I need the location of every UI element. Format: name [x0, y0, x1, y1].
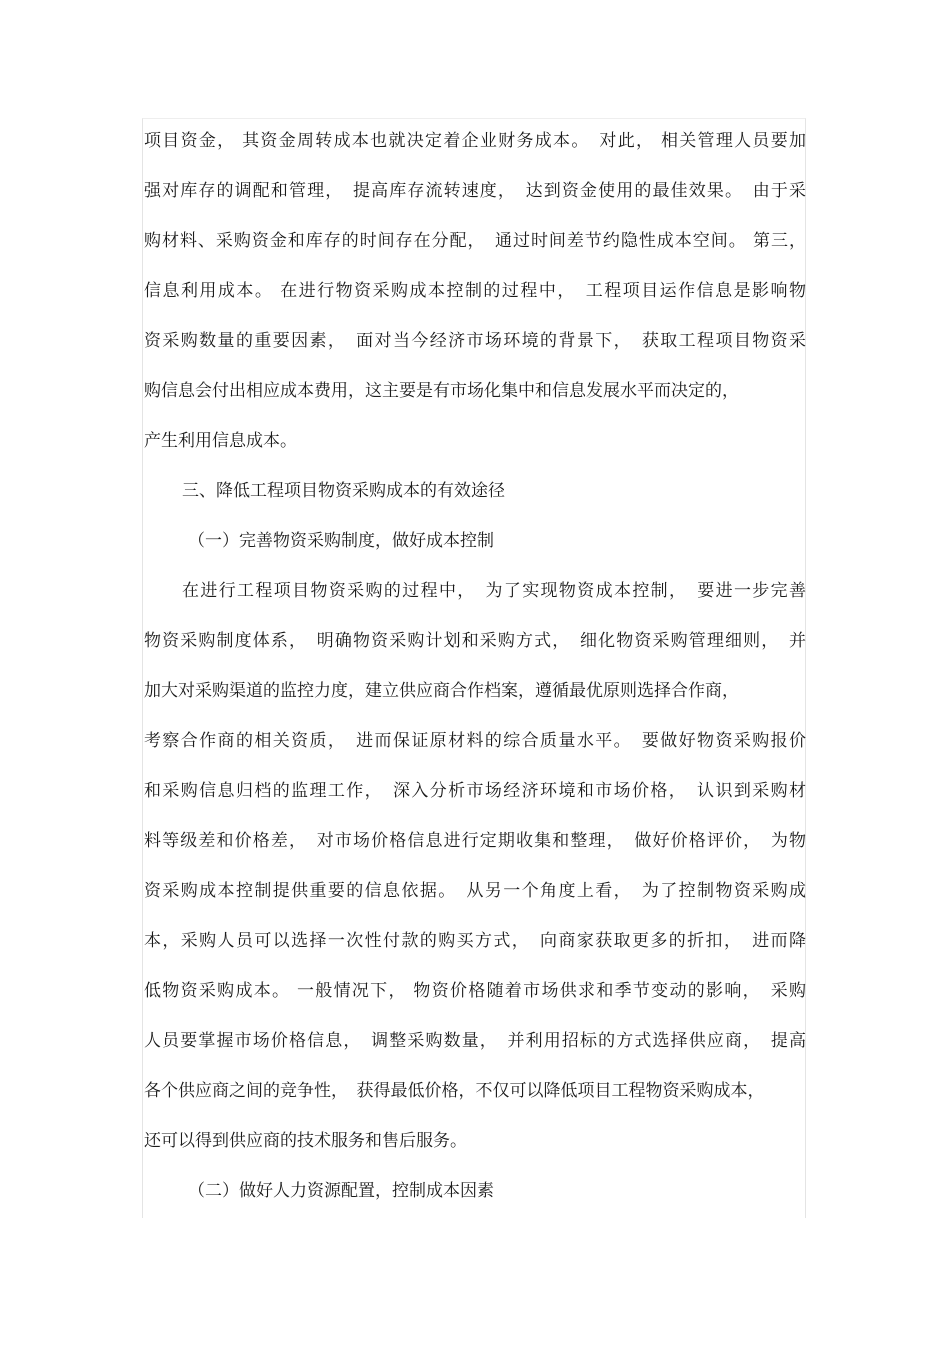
text-line: 购信息会付出相应成本费用，这主要是有市场化集中和信息发展水平而决定的， [144, 381, 739, 401]
text-line: 各个供应商之间的竞争性， 获得最低价格，不仅可以降低项目工程物资采购成本， [144, 1081, 765, 1101]
text-line: 产生利用信息成本。 [144, 431, 297, 451]
text-line: 考察合作商的相关资质， 进而保证原材料的综合质量水平。 要做好物资采购报价 [144, 731, 806, 751]
text-line: 人员要掌握市场价格信息， 调整采购数量， 并利用招标的方式选择供应商， 提高 [144, 1031, 806, 1051]
text-line: 本，采购人员可以选择一次性付款的购买方式， 向商家获取更多的折扣， 进而降 [144, 931, 806, 951]
document-body [144, 116, 806, 1216]
text-line: 资采购数量的重要因素， 面对当今经济市场环境的背景下， 获取工程项目物资采 [144, 331, 806, 351]
text-line: 购材料、采购资金和库存的时间存在分配， 通过时间差节约隐性成本空间。 第三， [144, 231, 806, 251]
text-line: 资采购成本控制提供重要的信息依据。 从另一个角度上看， 为了控制物资采购成 [144, 881, 806, 901]
subsection-heading: （二）做好人力资源配置，控制成本因素 [188, 1181, 494, 1201]
subsection-heading: （一）完善物资采购制度，做好成本控制 [188, 531, 494, 551]
text-line: 物资采购制度体系， 明确物资采购计划和采购方式， 细化物资采购管理细则， 并 [144, 631, 806, 651]
text-line: 和采购信息归档的监理工作， 深入分析市场经济环境和市场价格， 认识到采购材 [144, 781, 806, 801]
text-line: 加大对采购渠道的监控力度，建立供应商合作档案，遵循最优原则选择合作商， [144, 681, 739, 701]
text-line: 料等级差和价格差， 对市场价格信息进行定期收集和整理， 做好价格评价， 为物 [144, 831, 806, 851]
section-heading: 三、降低工程项目物资采购成本的有效途径 [182, 481, 505, 501]
text-line: 强对库存的调配和管理， 提高库存流转速度， 达到资金使用的最佳效果。 由于采 [144, 181, 806, 201]
text-line: 项目资金， 其资金周转成本也就决定着企业财务成本。 对此， 相关管理人员要加 [144, 131, 806, 151]
text-line: 信息利用成本。 在进行物资采购成本控制的过程中， 工程项目运作信息是影响物 [144, 281, 806, 301]
text-line: 还可以得到供应商的技术服务和售后服务。 [144, 1131, 467, 1151]
text-line: 低物资采购成本。 一般情况下， 物资价格随着市场供求和季节变动的影响， 采购 [144, 981, 806, 1001]
paragraph-first-line: 在进行工程项目物资采购的过程中， 为了实现物资成本控制， 要进一步完善 [182, 581, 806, 601]
